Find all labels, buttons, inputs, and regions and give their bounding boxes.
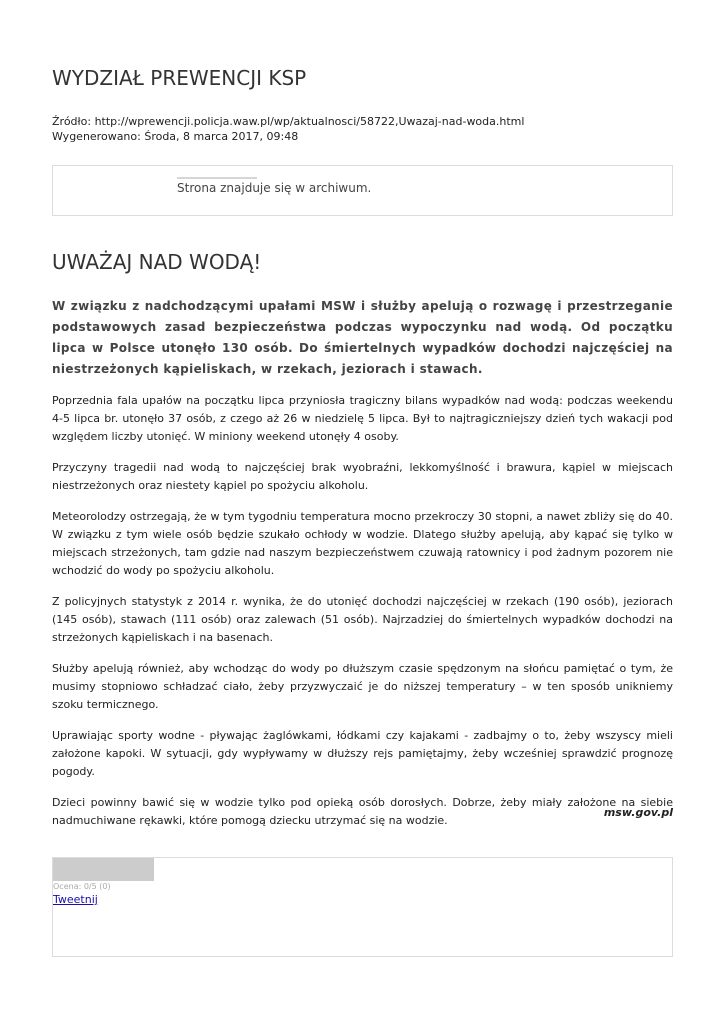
- article-title: UWAŻAJ NAD WODĄ!: [52, 250, 262, 274]
- article-paragraph: Służby apelują również, aby wchodząc do wody po dłuższym czasie spędzonym na słońcu pamiętać o tym, że musimy stopniowo schładzać ciało, żeby przyzwyczaić je do niższej temperatury – w ten sposób unikniemy szoku termicznego.: [52, 662, 673, 711]
- tweet-link[interactable]: Tweetnij: [53, 893, 98, 906]
- rating-stars-bar[interactable]: [53, 858, 154, 881]
- rating-text: Ocena: 0/5 (0): [53, 882, 111, 891]
- archive-notice-text: Strona znajduje się w archiwum.: [177, 181, 372, 195]
- archive-notice-box: [52, 165, 673, 216]
- source-url-line: Źródło: http://wprewencji.policja.waw.pl/wp/aktualnosci/58722,Uwazaj-nad-woda.html: [52, 115, 525, 128]
- article-lead: W związku z nadchodzącymi upałami MSW i służby apelują o rozwagę i przestrzeganie podstawowych zasad bezpieczeństwa podczas wypoczynku nad wodą. Od początku lipca w Polsce utonęło 130 osób. Do śmiertelnych wypadków dochodzi najczęściej na niestrzeżonych kąpieliskach, w rzekach, jeziorach i stawach.: [52, 299, 673, 376]
- article-paragraph: Meteorolodzy ostrzegają, że w tym tygodniu temperatura mocno przekroczy 30 stopni, a nawet zbliży się do 40. W związku z tym wiele osób będzie szukało ochłody w wodzie. Dlatego służby apelują, aby kąpać się tylko w miejscach strzeżonych, tam gdzie nad naszym bezpieczeństwem czuwają ratownicy i pod żadnym pozorem nie wchodzić do wody po spożyciu alkoholu.: [52, 510, 673, 577]
- generated-date-line: Wygenerowano: Środa, 8 marca 2017, 09:48: [52, 130, 299, 143]
- article-paragraph: Dzieci powinny bawić się w wodzie tylko pod opieką osób dorosłych. Dobrze, żeby miały założone na siebie nadmuchiwane rękawki, które pomogą dziecku utrzymać się na wodzie.: [52, 796, 673, 827]
- document-meta: [52, 114, 524, 144]
- site-title: WYDZIAŁ PREWENCJI KSP: [52, 66, 307, 90]
- article-body: [52, 392, 673, 843]
- article-paragraph: Z policyjnych statystyk z 2014 r. wynika, że do utonięć dochodzi najczęściej w rzekach (190 osób), jeziorach (145 osób), stawach (111 osób) oraz zalewach (51 osób). Najrzadziej do śmiertelnych wypadków dochodzi na strzeżonych kąpieliskach i na basenach.: [52, 595, 673, 644]
- article-paragraph: Poprzednia fala upałów na początku lipca przyniosła tragiczny bilans wypadków nad wodą: podczas weekendu 4-5 lipca br. utonęło 37 osób, z czego aż 26 w niedzielę 5 lipca. Był to najtragiczniejszy dzień tych wakacji pod względem liczby utonięć. W miniony weekend utonęły 4 osoby.: [52, 394, 673, 443]
- article-source: msw.gov.pl: [603, 806, 673, 819]
- rating-box: [52, 857, 673, 957]
- article-paragraph: Uprawiając sporty wodne - pływając żaglówkami, łódkami czy kajakami - zadbajmy o to, żeby wszyscy mieli założone kapoki. W sytuacji, gdy wypływamy w dłuższy rejs pamiętajmy, żeby wcześniej sprawdzić prognozę pogody.: [52, 729, 673, 778]
- archive-notice-bar: [177, 177, 257, 179]
- article-paragraph: Przyczyny tragedii nad wodą to najczęściej brak wyobraźni, lekkomyślność i brawura, kąpiel w miejscach niestrzeżonych oraz niestety kąpiel po spożyciu alkoholu.: [52, 461, 673, 492]
